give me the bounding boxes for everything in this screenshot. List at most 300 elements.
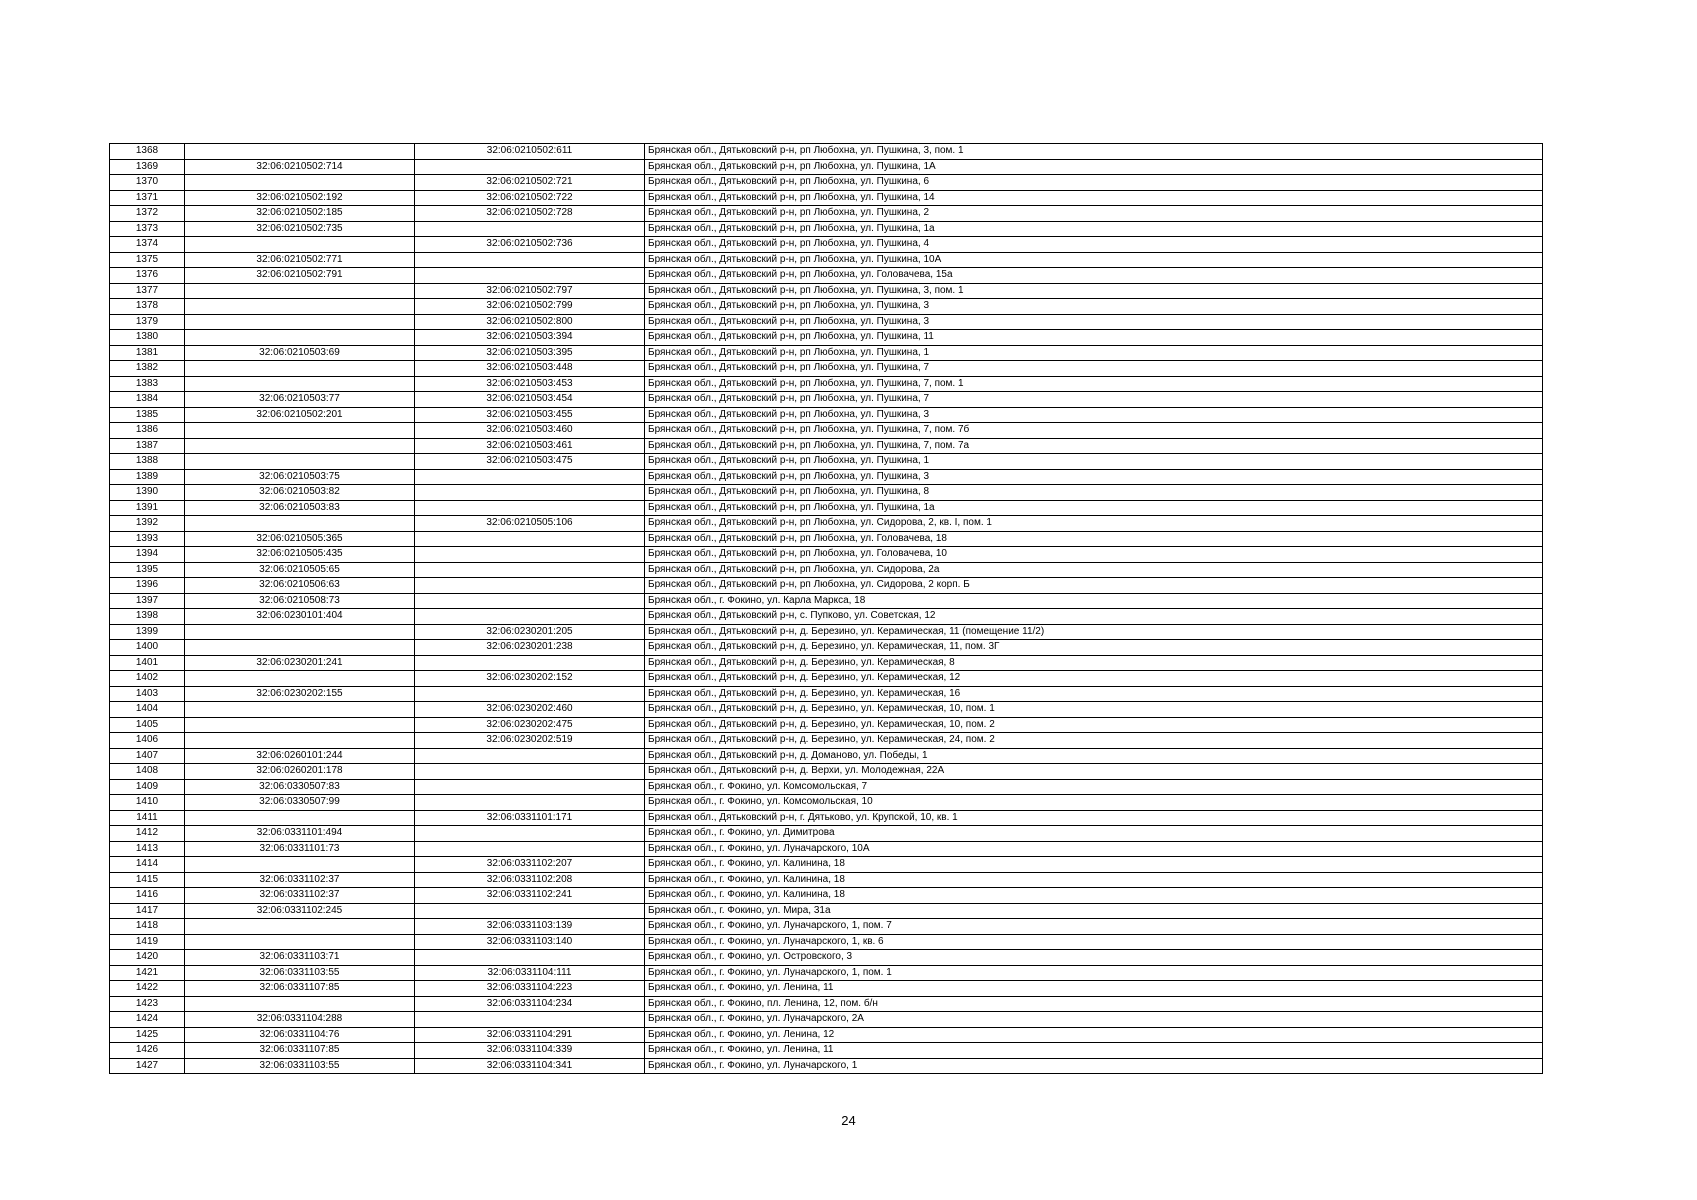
row-number-cell: 1410 (110, 795, 185, 811)
table-row (110, 717, 1543, 733)
table-row (110, 857, 1543, 873)
land-cadastral-number-cell: 32:06:0210502:201 (185, 407, 415, 423)
address-cell: Брянская обл., Дятьковский р-н, д. Березино, ул. Керамическая, 12 (645, 671, 1543, 687)
address-cell: Брянская обл., г. Фокино, ул. Ленина, 11 (645, 981, 1543, 997)
row-number-cell: 1417 (110, 903, 185, 919)
row-number-cell: 1405 (110, 717, 185, 733)
building-cadastral-number-cell: 32:06:0230202:475 (415, 717, 645, 733)
building-cadastral-number-cell: 32:06:0210502:611 (415, 144, 645, 160)
address-cell: Брянская обл., г. Фокино, ул. Калинина, 18 (645, 857, 1543, 873)
building-cadastral-number-cell (415, 500, 645, 516)
table-row (110, 655, 1543, 671)
land-cadastral-number-cell: 32:06:0210502:714 (185, 159, 415, 175)
row-number-cell: 1397 (110, 593, 185, 609)
land-cadastral-number-cell (185, 299, 415, 315)
land-cadastral-number-cell: 32:06:0210502:735 (185, 221, 415, 237)
address-cell: Брянская обл., Дятьковский р-н, г. Дятьково, ул. Крупской, 10, кв. 1 (645, 810, 1543, 826)
land-cadastral-number-cell: 32:06:0331104:288 (185, 1012, 415, 1028)
table-row (110, 578, 1543, 594)
address-cell: Брянская обл., Дятьковский р-н, рп Любохна, ул. Головачева, 10 (645, 547, 1543, 563)
address-cell: Брянская обл., Дятьковский р-н, д. Березино, ул. Керамическая, 10, пом. 1 (645, 702, 1543, 718)
table-row (110, 888, 1543, 904)
building-cadastral-number-cell (415, 826, 645, 842)
address-cell: Брянская обл., Дятьковский р-н, рп Любохна, ул. Пушкина, 3 (645, 299, 1543, 315)
address-cell: Брянская обл., Дятьковский р-н, рп Любохна, ул. Пушкина, 7, пом. 1 (645, 376, 1543, 392)
row-number-cell: 1391 (110, 500, 185, 516)
address-cell: Брянская обл., г. Фокино, ул. Мира, 31а (645, 903, 1543, 919)
land-cadastral-number-cell (185, 996, 415, 1012)
row-number-cell: 1409 (110, 779, 185, 795)
land-cadastral-number-cell (185, 810, 415, 826)
building-cadastral-number-cell (415, 562, 645, 578)
row-number-cell: 1386 (110, 423, 185, 439)
building-cadastral-number-cell: 32:06:0210503:460 (415, 423, 645, 439)
building-cadastral-number-cell (415, 268, 645, 284)
row-number-cell: 1377 (110, 283, 185, 299)
address-cell: Брянская обл., Дятьковский р-н, рп Любохна, ул. Пушкина, 3 (645, 314, 1543, 330)
row-number-cell: 1400 (110, 640, 185, 656)
table-row (110, 1012, 1543, 1028)
building-cadastral-number-cell (415, 531, 645, 547)
row-number-cell: 1421 (110, 965, 185, 981)
building-cadastral-number-cell: 32:06:0331104:291 (415, 1027, 645, 1043)
table-row (110, 190, 1543, 206)
address-cell: Брянская обл., Дятьковский р-н, рп Любохна, ул. Пушкина, 4 (645, 237, 1543, 253)
building-cadastral-number-cell: 32:06:0331104:234 (415, 996, 645, 1012)
table-row (110, 252, 1543, 268)
building-cadastral-number-cell: 32:06:0230202:519 (415, 733, 645, 749)
building-cadastral-number-cell (415, 655, 645, 671)
address-cell: Брянская обл., Дятьковский р-н, рп Любохна, ул. Пушкина, 3, пом. 1 (645, 144, 1543, 160)
address-cell: Брянская обл., Дятьковский р-н, д. Березино, ул. Керамическая, 11 (помещение 11/2) (645, 624, 1543, 640)
land-cadastral-number-cell: 32:06:0210502:185 (185, 206, 415, 222)
address-cell: Брянская обл., Дятьковский р-н, д. Березино, ул. Керамическая, 8 (645, 655, 1543, 671)
row-number-cell: 1385 (110, 407, 185, 423)
row-number-cell: 1398 (110, 609, 185, 625)
land-cadastral-number-cell: 32:06:0331104:76 (185, 1027, 415, 1043)
land-cadastral-number-cell: 32:06:0210502:192 (185, 190, 415, 206)
land-cadastral-number-cell: 32:06:0331102:37 (185, 872, 415, 888)
page-number: 24 (841, 1113, 856, 1128)
building-cadastral-number-cell (415, 795, 645, 811)
address-cell: Брянская обл., г. Фокино, ул. Карла Маркса, 18 (645, 593, 1543, 609)
building-cadastral-number-cell (415, 1012, 645, 1028)
land-cadastral-number-cell: 32:06:0331103:55 (185, 1058, 415, 1074)
land-cadastral-number-cell: 32:06:0210503:75 (185, 469, 415, 485)
table-row (110, 965, 1543, 981)
building-cadastral-number-cell: 32:06:0230202:152 (415, 671, 645, 687)
table-row (110, 609, 1543, 625)
building-cadastral-number-cell: 32:06:0331104:111 (415, 965, 645, 981)
table-row (110, 1058, 1543, 1074)
address-cell: Брянская обл., г. Фокино, ул. Комсомольская, 10 (645, 795, 1543, 811)
table-row (110, 950, 1543, 966)
row-number-cell: 1411 (110, 810, 185, 826)
land-cadastral-number-cell: 32:06:0331101:494 (185, 826, 415, 842)
table-row (110, 283, 1543, 299)
table-row (110, 531, 1543, 547)
address-cell: Брянская обл., Дятьковский р-н, рп Любохна, ул. Пушкина, 7, пом. 7б (645, 423, 1543, 439)
table-row (110, 144, 1543, 160)
table-row (110, 872, 1543, 888)
address-cell: Брянская обл., Дятьковский р-н, рп Любохна, ул. Пушкина, 7, пом. 7а (645, 438, 1543, 454)
row-number-cell: 1396 (110, 578, 185, 594)
land-cadastral-number-cell (185, 640, 415, 656)
building-cadastral-number-cell (415, 686, 645, 702)
land-cadastral-number-cell (185, 934, 415, 950)
land-cadastral-number-cell (185, 175, 415, 191)
row-number-cell: 1393 (110, 531, 185, 547)
land-cadastral-number-cell (185, 438, 415, 454)
address-cell: Брянская обл., Дятьковский р-н, д. Березино, ул. Керамическая, 10, пом. 2 (645, 717, 1543, 733)
land-cadastral-number-cell (185, 516, 415, 532)
building-cadastral-number-cell: 32:06:0210503:461 (415, 438, 645, 454)
row-number-cell: 1404 (110, 702, 185, 718)
land-cadastral-number-cell (185, 283, 415, 299)
address-cell: Брянская обл., г. Фокино, ул. Калинина, 18 (645, 872, 1543, 888)
land-cadastral-number-cell: 32:06:0331101:73 (185, 841, 415, 857)
land-cadastral-number-cell: 32:06:0210502:791 (185, 268, 415, 284)
row-number-cell: 1378 (110, 299, 185, 315)
row-number-cell: 1424 (110, 1012, 185, 1028)
table-row (110, 981, 1543, 997)
land-cadastral-number-cell (185, 423, 415, 439)
land-cadastral-number-cell (185, 624, 415, 640)
building-cadastral-number-cell (415, 159, 645, 175)
row-number-cell: 1390 (110, 485, 185, 501)
building-cadastral-number-cell: 32:06:0210502:799 (415, 299, 645, 315)
row-number-cell: 1381 (110, 345, 185, 361)
row-number-cell: 1370 (110, 175, 185, 191)
address-cell: Брянская обл., г. Фокино, ул. Ленина, 12 (645, 1027, 1543, 1043)
row-number-cell: 1379 (110, 314, 185, 330)
table-row (110, 810, 1543, 826)
address-cell: Брянская обл., Дятьковский р-н, д. Березино, ул. Керамическая, 11, пом. 3Г (645, 640, 1543, 656)
row-number-cell: 1426 (110, 1043, 185, 1059)
land-cadastral-number-cell (185, 361, 415, 377)
land-cadastral-number-cell: 32:06:0210503:83 (185, 500, 415, 516)
table-row (110, 299, 1543, 315)
building-cadastral-number-cell (415, 779, 645, 795)
land-cadastral-number-cell: 32:06:0260201:178 (185, 764, 415, 780)
address-cell: Брянская обл., Дятьковский р-н, рп Любохна, ул. Пушкина, 14 (645, 190, 1543, 206)
row-number-cell: 1420 (110, 950, 185, 966)
table-row (110, 485, 1543, 501)
building-cadastral-number-cell: 32:06:0210503:475 (415, 454, 645, 470)
table-row (110, 624, 1543, 640)
table-row (110, 779, 1543, 795)
table-row (110, 562, 1543, 578)
row-number-cell: 1375 (110, 252, 185, 268)
land-cadastral-number-cell (185, 717, 415, 733)
building-cadastral-number-cell: 32:06:0230201:238 (415, 640, 645, 656)
address-cell: Брянская обл., г. Фокино, ул. Луначарского, 1, пом. 7 (645, 919, 1543, 935)
building-cadastral-number-cell: 32:06:0210502:736 (415, 237, 645, 253)
row-number-cell: 1416 (110, 888, 185, 904)
table-row (110, 454, 1543, 470)
table-row (110, 516, 1543, 532)
building-cadastral-number-cell (415, 950, 645, 966)
address-cell: Брянская обл., г. Фокино, пл. Ленина, 12, пом. б/н (645, 996, 1543, 1012)
land-cadastral-number-cell (185, 330, 415, 346)
table-row (110, 1043, 1543, 1059)
address-cell: Брянская обл., Дятьковский р-н, рп Любохна, ул. Пушкина, 11 (645, 330, 1543, 346)
land-cadastral-number-cell: 32:06:0210503:77 (185, 392, 415, 408)
land-cadastral-number-cell: 32:06:0210506:63 (185, 578, 415, 594)
row-number-cell: 1371 (110, 190, 185, 206)
address-cell: Брянская обл., Дятьковский р-н, рп Любохна, ул. Головачева, 18 (645, 531, 1543, 547)
address-cell: Брянская обл., г. Фокино, ул. Калинина, 18 (645, 888, 1543, 904)
building-cadastral-number-cell (415, 841, 645, 857)
row-number-cell: 1427 (110, 1058, 185, 1074)
table-row (110, 221, 1543, 237)
table-row (110, 733, 1543, 749)
address-cell: Брянская обл., Дятьковский р-н, с. Пупково, ул. Советская, 12 (645, 609, 1543, 625)
building-cadastral-number-cell: 32:06:0331102:208 (415, 872, 645, 888)
address-cell: Брянская обл., г. Фокино, ул. Комсомольская, 7 (645, 779, 1543, 795)
address-cell: Брянская обл., Дятьковский р-н, рп Любохна, ул. Пушкина, 2 (645, 206, 1543, 222)
table-row (110, 764, 1543, 780)
land-cadastral-number-cell: 32:06:0330507:83 (185, 779, 415, 795)
row-number-cell: 1395 (110, 562, 185, 578)
building-cadastral-number-cell: 32:06:0331101:171 (415, 810, 645, 826)
building-cadastral-number-cell: 32:06:0210503:448 (415, 361, 645, 377)
table-row (110, 1027, 1543, 1043)
row-number-cell: 1418 (110, 919, 185, 935)
table-row (110, 376, 1543, 392)
table-row (110, 826, 1543, 842)
address-cell: Брянская обл., Дятьковский р-н, д. Доманово, ул. Победы, 1 (645, 748, 1543, 764)
row-number-cell: 1368 (110, 144, 185, 160)
building-cadastral-number-cell (415, 469, 645, 485)
land-cadastral-number-cell (185, 454, 415, 470)
land-cadastral-number-cell: 32:06:0230101:404 (185, 609, 415, 625)
address-cell: Брянская обл., г. Фокино, ул. Луначарского, 10А (645, 841, 1543, 857)
land-cadastral-number-cell (185, 144, 415, 160)
row-number-cell: 1374 (110, 237, 185, 253)
row-number-cell: 1422 (110, 981, 185, 997)
building-cadastral-number-cell (415, 485, 645, 501)
building-cadastral-number-cell: 32:06:0210502:797 (415, 283, 645, 299)
building-cadastral-number-cell (415, 609, 645, 625)
address-cell: Брянская обл., Дятьковский р-н, рп Любохна, ул. Пушкина, 3 (645, 407, 1543, 423)
address-cell: Брянская обл., г. Фокино, ул. Островского, 3 (645, 950, 1543, 966)
address-cell: Брянская обл., Дятьковский р-н, рп Любохна, ул. Пушкина, 3 (645, 469, 1543, 485)
land-cadastral-number-cell (185, 376, 415, 392)
land-cadastral-number-cell: 32:06:0331102:245 (185, 903, 415, 919)
address-cell: Брянская обл., Дятьковский р-н, рп Любохна, ул. Пушкина, 7 (645, 392, 1543, 408)
building-cadastral-number-cell: 32:06:0230201:205 (415, 624, 645, 640)
table-row (110, 903, 1543, 919)
table-row (110, 175, 1543, 191)
land-cadastral-number-cell (185, 733, 415, 749)
row-number-cell: 1382 (110, 361, 185, 377)
row-number-cell: 1406 (110, 733, 185, 749)
land-cadastral-number-cell (185, 237, 415, 253)
land-cadastral-number-cell: 32:06:0330507:99 (185, 795, 415, 811)
land-cadastral-number-cell: 32:06:0210503:82 (185, 485, 415, 501)
land-cadastral-number-cell: 32:06:0331107:85 (185, 1043, 415, 1059)
address-cell: Брянская обл., Дятьковский р-н, рп Любохна, ул. Пушкина, 3, пом. 1 (645, 283, 1543, 299)
row-number-cell: 1373 (110, 221, 185, 237)
building-cadastral-number-cell: 32:06:0331104:341 (415, 1058, 645, 1074)
land-cadastral-number-cell: 32:06:0210503:69 (185, 345, 415, 361)
building-cadastral-number-cell: 32:06:0210503:455 (415, 407, 645, 423)
address-cell: Брянская обл., г. Фокино, ул. Луначарского, 1, кв. 6 (645, 934, 1543, 950)
row-number-cell: 1414 (110, 857, 185, 873)
table-row (110, 392, 1543, 408)
land-cadastral-number-cell (185, 314, 415, 330)
row-number-cell: 1380 (110, 330, 185, 346)
address-cell: Брянская обл., Дятьковский р-н, рп Любохна, ул. Пушкина, 10А (645, 252, 1543, 268)
row-number-cell: 1383 (110, 376, 185, 392)
address-cell: Брянская обл., г. Фокино, ул. Луначарского, 2А (645, 1012, 1543, 1028)
table-row (110, 469, 1543, 485)
address-cell: Брянская обл., Дятьковский р-н, рп Любохна, ул. Пушкина, 1а (645, 221, 1543, 237)
building-cadastral-number-cell: 32:06:0210502:721 (415, 175, 645, 191)
address-cell: Брянская обл., Дятьковский р-н, рп Любохна, ул. Пушкина, 7 (645, 361, 1543, 377)
building-cadastral-number-cell: 32:06:0210502:728 (415, 206, 645, 222)
address-cell: Брянская обл., Дятьковский р-н, д. Верхи, ул. Молодежная, 22А (645, 764, 1543, 780)
registry-table (109, 143, 1543, 1074)
row-number-cell: 1423 (110, 996, 185, 1012)
row-number-cell: 1394 (110, 547, 185, 563)
land-cadastral-number-cell: 32:06:0210508:73 (185, 593, 415, 609)
row-number-cell: 1399 (110, 624, 185, 640)
address-cell: Брянская обл., Дятьковский р-н, рп Любохна, ул. Пушкина, 1А (645, 159, 1543, 175)
building-cadastral-number-cell: 32:06:0331102:207 (415, 857, 645, 873)
table-row (110, 686, 1543, 702)
table-row (110, 407, 1543, 423)
building-cadastral-number-cell: 32:06:0331104:339 (415, 1043, 645, 1059)
building-cadastral-number-cell: 32:06:0331103:140 (415, 934, 645, 950)
land-cadastral-number-cell (185, 919, 415, 935)
row-number-cell: 1369 (110, 159, 185, 175)
address-cell: Брянская обл., Дятьковский р-н, д. Березино, ул. Керамическая, 24, пом. 2 (645, 733, 1543, 749)
building-cadastral-number-cell (415, 221, 645, 237)
land-cadastral-number-cell (185, 702, 415, 718)
row-number-cell: 1415 (110, 872, 185, 888)
row-number-cell: 1419 (110, 934, 185, 950)
building-cadastral-number-cell (415, 252, 645, 268)
table-row (110, 237, 1543, 253)
address-cell: Брянская обл., Дятьковский р-н, рп Любохна, ул. Пушкина, 8 (645, 485, 1543, 501)
table-row (110, 159, 1543, 175)
land-cadastral-number-cell (185, 857, 415, 873)
row-number-cell: 1401 (110, 655, 185, 671)
row-number-cell: 1388 (110, 454, 185, 470)
building-cadastral-number-cell (415, 764, 645, 780)
building-cadastral-number-cell (415, 547, 645, 563)
building-cadastral-number-cell (415, 578, 645, 594)
building-cadastral-number-cell: 32:06:0210503:394 (415, 330, 645, 346)
address-cell: Брянская обл., Дятьковский р-н, рп Любохна, ул. Сидорова, 2а (645, 562, 1543, 578)
land-cadastral-number-cell: 32:06:0260101:244 (185, 748, 415, 764)
table-row (110, 423, 1543, 439)
table-row (110, 671, 1543, 687)
building-cadastral-number-cell: 32:06:0331104:223 (415, 981, 645, 997)
row-number-cell: 1389 (110, 469, 185, 485)
land-cadastral-number-cell: 32:06:0210505:65 (185, 562, 415, 578)
table-row (110, 934, 1543, 950)
registry-table-body (110, 144, 1543, 1074)
row-number-cell: 1425 (110, 1027, 185, 1043)
building-cadastral-number-cell (415, 593, 645, 609)
row-number-cell: 1402 (110, 671, 185, 687)
address-cell: Брянская обл., г. Фокино, ул. Димитрова (645, 826, 1543, 842)
table-row (110, 547, 1543, 563)
table-row (110, 795, 1543, 811)
table-row (110, 268, 1543, 284)
row-number-cell: 1384 (110, 392, 185, 408)
table-row (110, 640, 1543, 656)
address-cell: Брянская обл., Дятьковский р-н, рп Любохна, ул. Пушкина, 6 (645, 175, 1543, 191)
row-number-cell: 1376 (110, 268, 185, 284)
building-cadastral-number-cell: 32:06:0331102:241 (415, 888, 645, 904)
land-cadastral-number-cell (185, 671, 415, 687)
building-cadastral-number-cell (415, 748, 645, 764)
land-cadastral-number-cell: 32:06:0230201:241 (185, 655, 415, 671)
row-number-cell: 1408 (110, 764, 185, 780)
building-cadastral-number-cell: 32:06:0331103:139 (415, 919, 645, 935)
building-cadastral-number-cell: 32:06:0210502:722 (415, 190, 645, 206)
land-cadastral-number-cell: 32:06:0331107:85 (185, 981, 415, 997)
row-number-cell: 1413 (110, 841, 185, 857)
table-row (110, 314, 1543, 330)
address-cell: Брянская обл., Дятьковский р-н, рп Любохна, ул. Сидорова, 2, кв. I, пом. 1 (645, 516, 1543, 532)
address-cell: Брянская обл., Дятьковский р-н, рп Любохна, ул. Пушкина, 1 (645, 345, 1543, 361)
address-cell: Брянская обл., г. Фокино, ул. Луначарского, 1, пом. 1 (645, 965, 1543, 981)
table-row (110, 919, 1543, 935)
table-row (110, 702, 1543, 718)
land-cadastral-number-cell: 32:06:0331102:37 (185, 888, 415, 904)
row-number-cell: 1407 (110, 748, 185, 764)
table-row (110, 206, 1543, 222)
address-cell: Брянская обл., г. Фокино, ул. Ленина, 11 (645, 1043, 1543, 1059)
land-cadastral-number-cell: 32:06:0210505:435 (185, 547, 415, 563)
building-cadastral-number-cell: 32:06:0210505:106 (415, 516, 645, 532)
building-cadastral-number-cell (415, 903, 645, 919)
address-cell: Брянская обл., г. Фокино, ул. Луначарского, 1 (645, 1058, 1543, 1074)
land-cadastral-number-cell: 32:06:0210505:365 (185, 531, 415, 547)
row-number-cell: 1412 (110, 826, 185, 842)
address-cell: Брянская обл., Дятьковский р-н, рп Любохна, ул. Головачева, 15а (645, 268, 1543, 284)
row-number-cell: 1392 (110, 516, 185, 532)
address-cell: Брянская обл., Дятьковский р-н, рп Любохна, ул. Пушкина, 1а (645, 500, 1543, 516)
row-number-cell: 1387 (110, 438, 185, 454)
table-row (110, 361, 1543, 377)
table-row (110, 593, 1543, 609)
table-row (110, 841, 1543, 857)
address-cell: Брянская обл., Дятьковский р-н, д. Березино, ул. Керамическая, 16 (645, 686, 1543, 702)
building-cadastral-number-cell: 32:06:0210502:800 (415, 314, 645, 330)
building-cadastral-number-cell: 32:06:0210503:395 (415, 345, 645, 361)
building-cadastral-number-cell: 32:06:0230202:460 (415, 702, 645, 718)
table-row (110, 345, 1543, 361)
table-row (110, 748, 1543, 764)
table-row (110, 996, 1543, 1012)
building-cadastral-number-cell: 32:06:0210503:454 (415, 392, 645, 408)
table-row (110, 330, 1543, 346)
table-row (110, 500, 1543, 516)
address-cell: Брянская обл., Дятьковский р-н, рп Любохна, ул. Сидорова, 2 корп. Б (645, 578, 1543, 594)
address-cell: Брянская обл., Дятьковский р-н, рп Любохна, ул. Пушкина, 1 (645, 454, 1543, 470)
building-cadastral-number-cell: 32:06:0210503:453 (415, 376, 645, 392)
land-cadastral-number-cell: 32:06:0230202:155 (185, 686, 415, 702)
table-row (110, 438, 1543, 454)
row-number-cell: 1403 (110, 686, 185, 702)
land-cadastral-number-cell: 32:06:0331103:71 (185, 950, 415, 966)
